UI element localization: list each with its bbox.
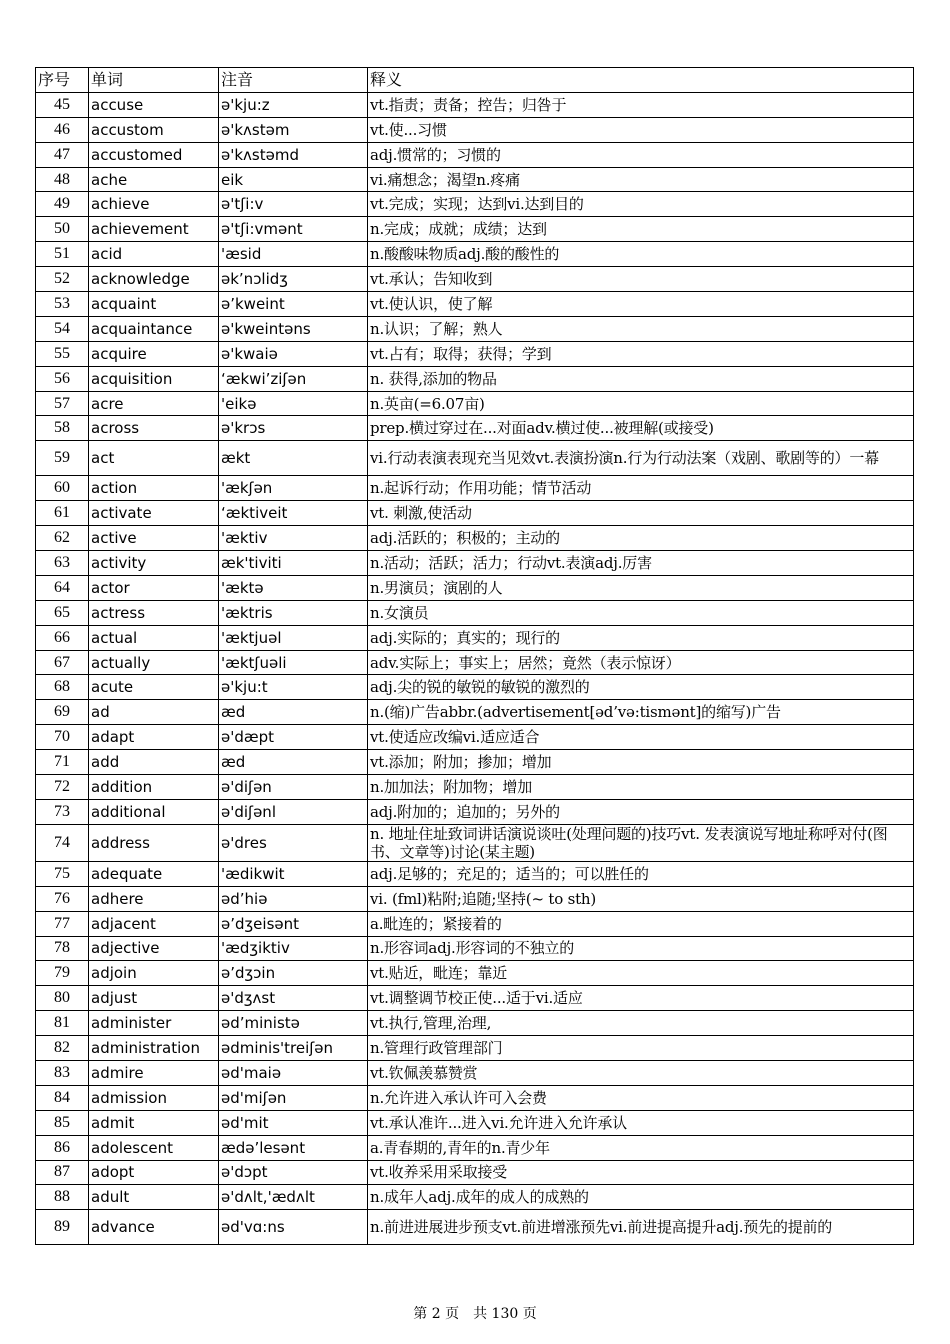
table-body bbox=[36, 92, 914, 1244]
row-meaning: vt.使适应改编vi.适应适合 bbox=[368, 725, 914, 750]
row-word: adjective bbox=[89, 936, 219, 961]
row-word: actor bbox=[89, 575, 219, 600]
row-number: 58 bbox=[36, 416, 89, 441]
row-meaning: adj.活跃的；积极的；主动的 bbox=[368, 526, 914, 551]
table-row bbox=[36, 416, 914, 441]
table-row bbox=[36, 526, 914, 551]
header-number: 序号 bbox=[36, 68, 89, 93]
row-word: adolescent bbox=[89, 1135, 219, 1160]
table-row bbox=[36, 391, 914, 416]
row-word: achieve bbox=[89, 192, 219, 217]
row-phonetic: 'ækʃən bbox=[219, 476, 368, 501]
row-word: admire bbox=[89, 1060, 219, 1085]
row-meaning: adj.惯常的；习惯的 bbox=[368, 142, 914, 167]
row-word: act bbox=[89, 441, 219, 476]
table-row bbox=[36, 1135, 914, 1160]
row-word: acquaintance bbox=[89, 316, 219, 341]
row-meaning: n.认识；了解；熟人 bbox=[368, 316, 914, 341]
row-phonetic: ə’dʒeisənt bbox=[219, 911, 368, 936]
row-number: 56 bbox=[36, 366, 89, 391]
table-row bbox=[36, 1185, 914, 1210]
row-word: adhere bbox=[89, 886, 219, 911]
header-meaning: 释义 bbox=[368, 68, 914, 93]
row-meaning: n. 地址住址致词讲话演说谈吐(处理问题的)技巧vt. 发表演说写地址称呼对付(图书、文章等)讨论(某主题) bbox=[368, 824, 914, 861]
row-phonetic: əd'maiə bbox=[219, 1060, 368, 1085]
row-phonetic: 'æsid bbox=[219, 242, 368, 267]
table-row bbox=[36, 799, 914, 824]
row-phonetic: ə'diʃənl bbox=[219, 799, 368, 824]
header-word: 单词 bbox=[89, 68, 219, 93]
row-meaning: n.前进进展进步预支vt.前进增涨预先vi.前进提高提升adj.预先的提前的 bbox=[368, 1210, 914, 1245]
row-phonetic: 'æktə bbox=[219, 575, 368, 600]
row-meaning: n.起诉行动；作用功能；情节活动 bbox=[368, 476, 914, 501]
row-phonetic: ə'krɔs bbox=[219, 416, 368, 441]
table-row bbox=[36, 217, 914, 242]
table-row bbox=[36, 316, 914, 341]
row-meaning: vt.使...习惯 bbox=[368, 117, 914, 142]
row-number: 79 bbox=[36, 961, 89, 986]
table-row bbox=[36, 1060, 914, 1085]
row-phonetic: ə'tʃi:vmənt bbox=[219, 217, 368, 242]
row-number: 71 bbox=[36, 750, 89, 775]
row-meaning: prep.横过穿过在...对面adv.横过使...被理解(或接受) bbox=[368, 416, 914, 441]
table-row bbox=[36, 292, 914, 317]
row-meaning: vt.使认识，使了解 bbox=[368, 292, 914, 317]
row-word: adjacent bbox=[89, 911, 219, 936]
row-meaning: n.管理行政管理部门 bbox=[368, 1036, 914, 1061]
row-meaning: vt.添加；附加；掺加；增加 bbox=[368, 750, 914, 775]
row-phonetic: ə'kʌstəm bbox=[219, 117, 368, 142]
row-word: admit bbox=[89, 1110, 219, 1135]
row-number: 55 bbox=[36, 341, 89, 366]
row-meaning: adj.足够的；充足的；适当的；可以胜任的 bbox=[368, 861, 914, 886]
table-row bbox=[36, 1036, 914, 1061]
row-meaning: n.酸酸味物质adj.酸的酸性的 bbox=[368, 242, 914, 267]
row-meaning: adj.附加的；追加的；另外的 bbox=[368, 799, 914, 824]
row-phonetic: ə’kweint bbox=[219, 292, 368, 317]
row-phonetic: ə'tʃi:v bbox=[219, 192, 368, 217]
table-row bbox=[36, 936, 914, 961]
row-meaning: vt. 刺激,使活动 bbox=[368, 501, 914, 526]
table-row bbox=[36, 142, 914, 167]
row-word: acid bbox=[89, 242, 219, 267]
row-meaning: adj.尖的锐的敏锐的敏锐的激烈的 bbox=[368, 675, 914, 700]
row-word: acute bbox=[89, 675, 219, 700]
table-row bbox=[36, 476, 914, 501]
table-row bbox=[36, 961, 914, 986]
row-phonetic: æk'tiviti bbox=[219, 551, 368, 576]
row-phonetic: ə'diʃən bbox=[219, 775, 368, 800]
row-phonetic: ə'kweintəns bbox=[219, 316, 368, 341]
table-row bbox=[36, 600, 914, 625]
row-number: 66 bbox=[36, 625, 89, 650]
row-number: 74 bbox=[36, 824, 89, 861]
row-number: 48 bbox=[36, 167, 89, 192]
row-number: 63 bbox=[36, 551, 89, 576]
table-row bbox=[36, 986, 914, 1011]
row-phonetic: ə'dʌlt,'ædʌlt bbox=[219, 1185, 368, 1210]
header-phonetic: 注音 bbox=[219, 68, 368, 93]
row-word: ad bbox=[89, 700, 219, 725]
row-phonetic: æd bbox=[219, 700, 368, 725]
row-phonetic: əd'miʃən bbox=[219, 1085, 368, 1110]
row-meaning: vt.贴近，毗连；靠近 bbox=[368, 961, 914, 986]
row-meaning: a.毗连的；紧接着的 bbox=[368, 911, 914, 936]
table-row bbox=[36, 1085, 914, 1110]
row-meaning: vi.行动表演表现充当见效vt.表演扮演n.行为行动法案（戏剧、歌剧等的）一幕 bbox=[368, 441, 914, 476]
row-word: adequate bbox=[89, 861, 219, 886]
row-number: 75 bbox=[36, 861, 89, 886]
row-phonetic: ə’dʒɔin bbox=[219, 961, 368, 986]
row-number: 49 bbox=[36, 192, 89, 217]
row-number: 70 bbox=[36, 725, 89, 750]
row-word: add bbox=[89, 750, 219, 775]
row-word: adjust bbox=[89, 986, 219, 1011]
table-row bbox=[36, 750, 914, 775]
row-number: 87 bbox=[36, 1160, 89, 1185]
table-row bbox=[36, 824, 914, 861]
table-row bbox=[36, 341, 914, 366]
row-number: 53 bbox=[36, 292, 89, 317]
row-phonetic: əd'vɑ:ns bbox=[219, 1210, 368, 1245]
row-number: 78 bbox=[36, 936, 89, 961]
row-number: 65 bbox=[36, 600, 89, 625]
row-meaning: vt.占有；取得；获得；学到 bbox=[368, 341, 914, 366]
row-meaning: n.形容词adj.形容词的不独立的 bbox=[368, 936, 914, 961]
row-phonetic: əd'mit bbox=[219, 1110, 368, 1135]
table-row bbox=[36, 700, 914, 725]
row-number: 46 bbox=[36, 117, 89, 142]
row-meaning: vt.指责；责备；控告；归咎于 bbox=[368, 92, 914, 117]
row-number: 64 bbox=[36, 575, 89, 600]
vocabulary-table bbox=[35, 67, 914, 1245]
row-word: additional bbox=[89, 799, 219, 824]
row-word: ache bbox=[89, 167, 219, 192]
row-word: action bbox=[89, 476, 219, 501]
row-word: address bbox=[89, 824, 219, 861]
row-number: 68 bbox=[36, 675, 89, 700]
row-phonetic: ækt bbox=[219, 441, 368, 476]
row-word: acquaint bbox=[89, 292, 219, 317]
row-phonetic: ædə’lesənt bbox=[219, 1135, 368, 1160]
row-word: addition bbox=[89, 775, 219, 800]
row-phonetic: 'ædikwit bbox=[219, 861, 368, 886]
row-phonetic: ə'dʒʌst bbox=[219, 986, 368, 1011]
row-number: 54 bbox=[36, 316, 89, 341]
table-row bbox=[36, 1110, 914, 1135]
table-row bbox=[36, 775, 914, 800]
row-number: 47 bbox=[36, 142, 89, 167]
row-number: 76 bbox=[36, 886, 89, 911]
row-meaning: vt.完成；实现；达到vi.达到目的 bbox=[368, 192, 914, 217]
table-row bbox=[36, 1160, 914, 1185]
table-row bbox=[36, 1210, 914, 1245]
row-word: adopt bbox=[89, 1160, 219, 1185]
row-meaning: n.女演员 bbox=[368, 600, 914, 625]
row-meaning: a.青春期的,青年的n.青少年 bbox=[368, 1135, 914, 1160]
table-row bbox=[36, 551, 914, 576]
row-number: 83 bbox=[36, 1060, 89, 1085]
row-phonetic: ə'dres bbox=[219, 824, 368, 861]
row-word: accuse bbox=[89, 92, 219, 117]
row-phonetic: ə'kʌstəmd bbox=[219, 142, 368, 167]
row-phonetic: 'eikə bbox=[219, 391, 368, 416]
row-meaning: vt.调整调节校正使...适于vi.适应 bbox=[368, 986, 914, 1011]
table-row bbox=[36, 886, 914, 911]
row-phonetic: əd’ministə bbox=[219, 1011, 368, 1036]
row-phonetic: 'æktjuəl bbox=[219, 625, 368, 650]
table-row bbox=[36, 725, 914, 750]
row-meaning: n.允许进入承认许可入会费 bbox=[368, 1085, 914, 1110]
row-meaning: vi.痛想念；渴望n.疼痛 bbox=[368, 167, 914, 192]
row-phonetic: ‘æktiveit bbox=[219, 501, 368, 526]
row-meaning: n.完成；成就；成绩；达到 bbox=[368, 217, 914, 242]
row-meaning: vi. (fml)粘附;追随;坚持(~ to sth) bbox=[368, 886, 914, 911]
row-number: 89 bbox=[36, 1210, 89, 1245]
table-row bbox=[36, 675, 914, 700]
row-word: actress bbox=[89, 600, 219, 625]
table-row bbox=[36, 366, 914, 391]
row-meaning: n. 获得,添加的物品 bbox=[368, 366, 914, 391]
row-phonetic: 'æktʃuəli bbox=[219, 650, 368, 675]
row-number: 45 bbox=[36, 92, 89, 117]
table-row bbox=[36, 1011, 914, 1036]
table-row bbox=[36, 242, 914, 267]
row-number: 80 bbox=[36, 986, 89, 1011]
row-word: achievement bbox=[89, 217, 219, 242]
page-footer: 第 2 页 共 130 页 bbox=[413, 1306, 537, 1322]
row-number: 60 bbox=[36, 476, 89, 501]
row-phonetic: 'ædʒiktiv bbox=[219, 936, 368, 961]
row-number: 59 bbox=[36, 441, 89, 476]
row-meaning: n.英亩(=6.07亩) bbox=[368, 391, 914, 416]
row-number: 85 bbox=[36, 1110, 89, 1135]
row-word: admission bbox=[89, 1085, 219, 1110]
row-number: 69 bbox=[36, 700, 89, 725]
row-meaning: n.活动；活跃；活力；行动vt.表演adj.厉害 bbox=[368, 551, 914, 576]
row-number: 57 bbox=[36, 391, 89, 416]
row-word: adjoin bbox=[89, 961, 219, 986]
row-number: 61 bbox=[36, 501, 89, 526]
row-phonetic: ə'dɔpt bbox=[219, 1160, 368, 1185]
row-number: 81 bbox=[36, 1011, 89, 1036]
row-word: actually bbox=[89, 650, 219, 675]
row-number: 82 bbox=[36, 1036, 89, 1061]
row-meaning: n.成年人adj.成年的成人的成熟的 bbox=[368, 1185, 914, 1210]
row-word: activate bbox=[89, 501, 219, 526]
row-phonetic: ədminis'treiʃən bbox=[219, 1036, 368, 1061]
row-word: adult bbox=[89, 1185, 219, 1210]
table-row bbox=[36, 167, 914, 192]
row-word: acquire bbox=[89, 341, 219, 366]
row-number: 51 bbox=[36, 242, 89, 267]
row-phonetic: ə'kju:z bbox=[219, 92, 368, 117]
row-meaning: vt.执行,管理,治理, bbox=[368, 1011, 914, 1036]
table-row bbox=[36, 267, 914, 292]
table-row bbox=[36, 861, 914, 886]
row-word: active bbox=[89, 526, 219, 551]
row-phonetic: ə'dæpt bbox=[219, 725, 368, 750]
row-word: acre bbox=[89, 391, 219, 416]
row-meaning: adv.实际上；事实上；居然；竟然（表示惊讶） bbox=[368, 650, 914, 675]
row-number: 67 bbox=[36, 650, 89, 675]
row-word: accustom bbox=[89, 117, 219, 142]
row-phonetic: 'æktris bbox=[219, 600, 368, 625]
row-phonetic: əd’hiə bbox=[219, 886, 368, 911]
row-number: 50 bbox=[36, 217, 89, 242]
row-meaning: vt.承认准许...进入vi.允许进入允许承认 bbox=[368, 1110, 914, 1135]
row-word: administration bbox=[89, 1036, 219, 1061]
row-word: across bbox=[89, 416, 219, 441]
row-meaning: n.(缩)广告abbr.(advertisement[əd’və:tismənt]的缩写)广告 bbox=[368, 700, 914, 725]
row-phonetic: eik bbox=[219, 167, 368, 192]
row-number: 77 bbox=[36, 911, 89, 936]
table-row bbox=[36, 575, 914, 600]
row-meaning: n.加加法；附加物；增加 bbox=[368, 775, 914, 800]
row-number: 72 bbox=[36, 775, 89, 800]
row-number: 62 bbox=[36, 526, 89, 551]
table-row bbox=[36, 625, 914, 650]
row-word: actual bbox=[89, 625, 219, 650]
row-phonetic: ‘ækwi’ziʃən bbox=[219, 366, 368, 391]
table-row bbox=[36, 650, 914, 675]
row-word: acknowledge bbox=[89, 267, 219, 292]
row-number: 52 bbox=[36, 267, 89, 292]
row-word: activity bbox=[89, 551, 219, 576]
row-phonetic: æd bbox=[219, 750, 368, 775]
header-row bbox=[36, 68, 914, 93]
row-number: 88 bbox=[36, 1185, 89, 1210]
row-phonetic: ə'kju:t bbox=[219, 675, 368, 700]
row-word: administer bbox=[89, 1011, 219, 1036]
table-row bbox=[36, 911, 914, 936]
row-meaning: n.男演员；演剧的人 bbox=[368, 575, 914, 600]
row-meaning: vt.钦佩羡慕赞赏 bbox=[368, 1060, 914, 1085]
row-word: accustomed bbox=[89, 142, 219, 167]
row-meaning: adj.实际的；真实的；现行的 bbox=[368, 625, 914, 650]
table-row bbox=[36, 501, 914, 526]
row-phonetic: ə'kwaiə bbox=[219, 341, 368, 366]
table-row bbox=[36, 92, 914, 117]
row-meaning: vt.承认；告知收到 bbox=[368, 267, 914, 292]
row-phonetic: ək’nɔlidʒ bbox=[219, 267, 368, 292]
row-meaning: vt.收养采用采取接受 bbox=[368, 1160, 914, 1185]
table-row bbox=[36, 117, 914, 142]
table-row bbox=[36, 192, 914, 217]
row-number: 73 bbox=[36, 799, 89, 824]
row-word: acquisition bbox=[89, 366, 219, 391]
row-number: 86 bbox=[36, 1135, 89, 1160]
row-word: adapt bbox=[89, 725, 219, 750]
row-number: 84 bbox=[36, 1085, 89, 1110]
row-word: advance bbox=[89, 1210, 219, 1245]
table-row bbox=[36, 441, 914, 476]
row-phonetic: 'æktiv bbox=[219, 526, 368, 551]
